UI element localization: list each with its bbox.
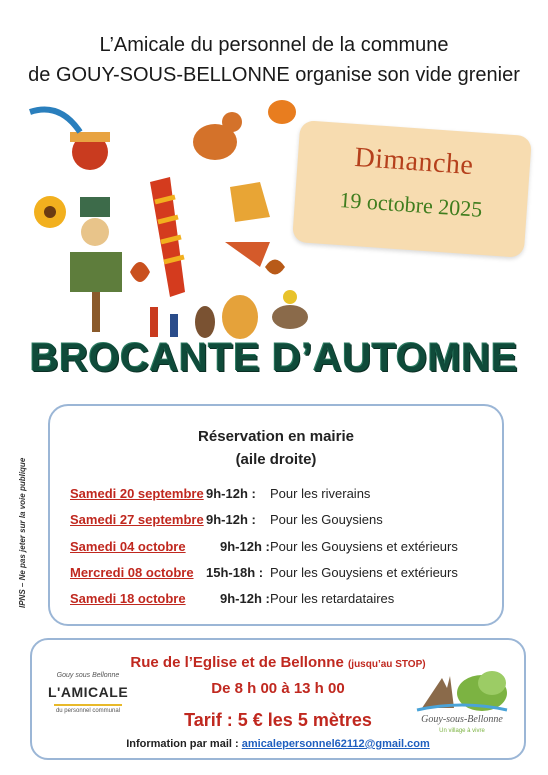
- header-line-1: L’Amicale du personnel de la commune: [99, 34, 449, 56]
- reservation-row: [70, 486, 500, 504]
- header-line-2: de GOUY-SOUS-BELLONNE organise son vide grenier: [28, 64, 520, 86]
- reservation-row: [70, 591, 500, 609]
- amicale-logo: [48, 664, 128, 734]
- amicale-logo-top: Gouy sous Bellonne: [56, 672, 120, 679]
- ipns-note: IPNS – Ne pas jeter sur la voie publique: [18, 457, 27, 608]
- amicale-logo-sub: du personnel communal: [55, 708, 121, 714]
- reservation-audience: Pour les Gouysiens et extérieurs: [270, 565, 458, 580]
- reservation-day: Mercredi 08 octobre: [70, 565, 194, 580]
- tarif: Tarif : 5 € les 5 mètres: [184, 710, 372, 730]
- pinecone-icon: [195, 306, 215, 338]
- scarecrow-icon: [80, 197, 110, 217]
- date-day: Dimanche: [353, 141, 475, 182]
- hedgehog-icon: [272, 305, 308, 329]
- reservation-audience: Pour les riverains: [270, 486, 371, 501]
- reservation-row: [70, 512, 500, 530]
- village-icon: [412, 658, 512, 718]
- gouy-logo-name: Gouy-sous-Bellonne: [421, 714, 503, 725]
- pumpkin-icon: [268, 100, 296, 124]
- reservation-audience: Pour les retardataires: [270, 591, 395, 606]
- pie-icon: [225, 242, 270, 267]
- reservation-row: [70, 565, 500, 583]
- event-hours: De 8 h 00 à 13 h 00: [211, 680, 345, 697]
- gouy-logo-sub: Un village à vivre: [439, 728, 485, 734]
- amicale-logo-name: L'AMICALE: [48, 684, 129, 700]
- autumn-illustration: [10, 92, 310, 342]
- reservation-day: Samedi 27 septembre: [70, 512, 204, 527]
- reservation-title: Réservation en mairie: [198, 428, 354, 445]
- reservation-row: [70, 539, 500, 557]
- gouy-logo: [412, 658, 512, 740]
- street-name: Rue de l’Eglise et de Bellonne: [130, 654, 344, 671]
- reservation-subtitle: (aile droite): [235, 451, 317, 468]
- date-date: 19 octobre 2025: [338, 187, 484, 222]
- street-note: (jusqu’au STOP): [347, 659, 426, 670]
- boot-icon: [230, 182, 270, 222]
- reservation-day: Samedi 20 septembre: [70, 486, 204, 501]
- gourd-icon: [222, 295, 258, 339]
- reservation-hours: 9h-12h :: [220, 591, 270, 606]
- mail-link[interactable]: amicalepersonnel62112@gmail.com: [241, 738, 430, 750]
- reservation-audience: Pour les Gouysiens et extérieurs: [270, 539, 458, 554]
- reservation-audience: Pour les Gouysiens: [270, 512, 383, 527]
- reservation-hours: 9h-12h :: [206, 512, 256, 527]
- reservation-hours: 15h-18h :: [206, 565, 264, 580]
- info-box: [30, 638, 526, 760]
- reservation-day: Samedi 04 octobre: [70, 539, 186, 554]
- reservation-day: Samedi 18 octobre: [70, 591, 186, 606]
- page-title: BROCANTE D’AUTOMNE: [29, 336, 519, 380]
- mail-label: Information par mail :: [126, 738, 239, 750]
- reservation-hours: 9h-12h :: [220, 539, 270, 554]
- reservation-hours: 9h-12h :: [206, 486, 256, 501]
- date-box: [292, 120, 532, 258]
- reservation-box: [48, 404, 504, 626]
